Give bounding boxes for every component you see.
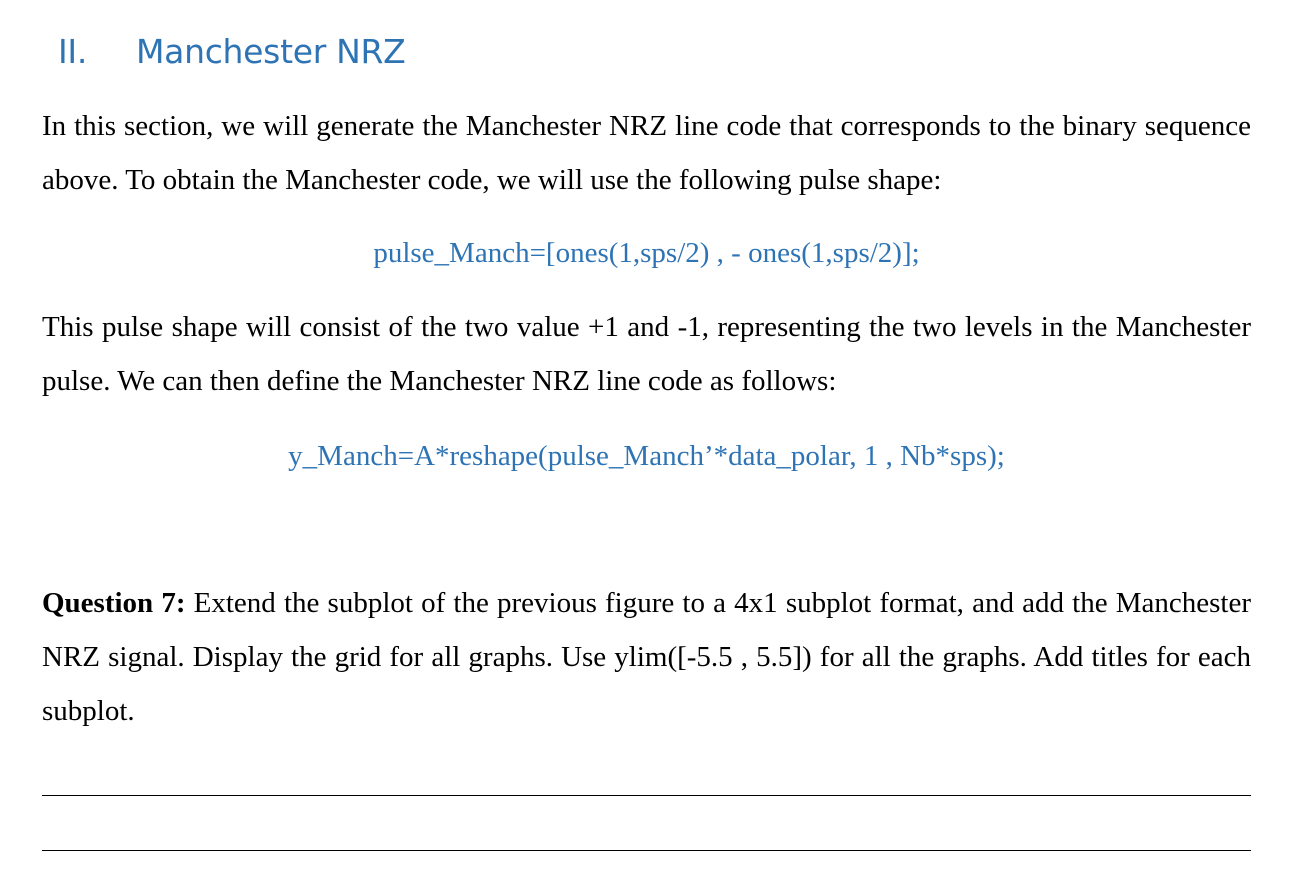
question-label: Question 7: bbox=[42, 587, 186, 619]
section-title: Manchester NRZ bbox=[136, 32, 406, 71]
section-heading bbox=[58, 32, 405, 71]
pulse-description-paragraph: This pulse shape will consist of the two value +1 and -1, representing the two levels in the Manchester pulse. We can then define the Manchester NRZ line code as follows: bbox=[42, 311, 1251, 397]
section-number: II. bbox=[58, 32, 88, 71]
pulse-shape-code: pulse_Manch=[ones(1,sps/2) , - ones(1,sps/2)]; bbox=[373, 237, 920, 269]
answer-line-2[interactable] bbox=[42, 850, 1251, 851]
answer-line-1[interactable] bbox=[42, 795, 1251, 796]
question-text: Extend the subplot of the previous figure to a 4x1 subplot format, and add the Manchester NRZ signal. Display the grid for all graphs. Use ylim([-5.5 , 5.5]) for all the graphs. Add titles for each subplot. bbox=[42, 587, 1251, 727]
line-code-definition: y_Manch=A*reshape(pulse_Manch’*data_polar, 1 , Nb*sps); bbox=[288, 440, 1005, 472]
question-paragraph bbox=[42, 576, 1251, 738]
intro-paragraph: In this section, we will generate the Manchester NRZ line code that corresponds to the binary sequence above. To obtain the Manchester code, we will use the following pulse shape: bbox=[42, 110, 1251, 196]
